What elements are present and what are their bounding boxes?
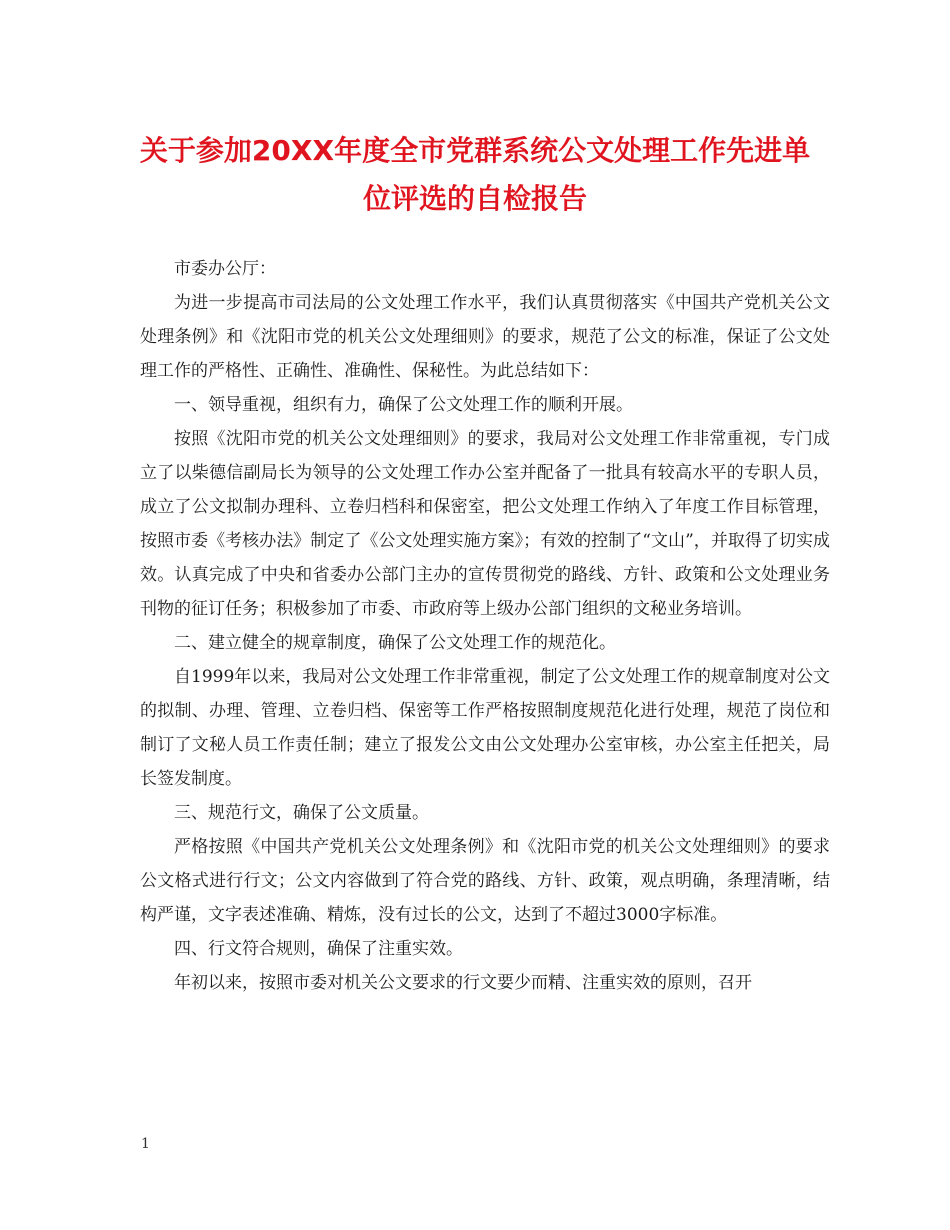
document-title-line2: 位评选的自检报告 xyxy=(362,182,587,215)
paragraph-section-3: 严格按照《中国共产党机关公文处理条例》和《沈阳市党的机关公文处理细则》的要求公文格式进行行文；公文内容做到了符合党的路线、方针、政策，观点明确，条理清晰，结构严谨，文字表述准确、精炼，没有过长的公文，达到了不超过3000字标准。 xyxy=(140,837,830,925)
document-body xyxy=(140,252,830,1000)
section-heading-2: 二、建立健全的规章制度，确保了公文处理工作的规范化。 xyxy=(174,633,616,653)
paragraph-section-4: 年初以来，按照市委对机关公文要求的行文要少而精、注重实效的原则，召开 xyxy=(174,973,752,993)
document-title-line1: 关于参加20XX年度全市党群系统公文处理工作先进单 xyxy=(139,134,811,167)
paragraph-section-1: 按照《沈阳市党的机关公文处理细则》的要求，我局对公文处理工作非常重视，专门成立了以柴德信副局长为领导的公文处理工作办公室并配备了一批具有较高水平的专职人员，成立了公文拟制办理科、立卷归档科和保密室，把公文处理工作纳入了年度工作目标管理，按照市委《考核办法》制定了《公文处理实施方案》；有效的控制了“文山”，并取得了切实成效。认真完成了中央和省委办公部门主办的宣传贯彻党的路线、方针、政策和公文处理业务刊物的征订任务；积极参加了市委、市政府等上级办公部门组织的文秘业务培训。 xyxy=(140,429,830,619)
page-number: 1 xyxy=(141,1136,150,1152)
section-heading-3: 三、规范行文，确保了公文质量。 xyxy=(174,803,429,823)
salutation: 市委办公厅： xyxy=(174,259,276,279)
section-heading-1: 一、领导重视，组织有力，确保了公文处理工作的顺利开展。 xyxy=(174,395,633,415)
paragraph-intro: 为进一步提高市司法局的公文处理工作水平，我们认真贯彻落实《中国共产党机关公文处理条例》和《沈阳市党的机关公文处理细则》的要求，规范了公文的标准，保证了公文处理工作的严格性、正确性、准确性、保秘性。为此总结如下： xyxy=(140,293,830,381)
paragraph-section-2: 自1999年以来，我局对公文处理工作非常重视，制定了公文处理工作的规章制度对公文的拟制、办理、管理、立卷归档、保密等工作严格按照制度规范化进行处理，规范了岗位和制订了文秘人员工作责任制；建立了报发公文由公文处理办公室审核，办公室主任把关，局长签发制度。 xyxy=(140,667,830,789)
section-heading-4: 四、行文符合规则，确保了注重实效。 xyxy=(174,939,463,959)
